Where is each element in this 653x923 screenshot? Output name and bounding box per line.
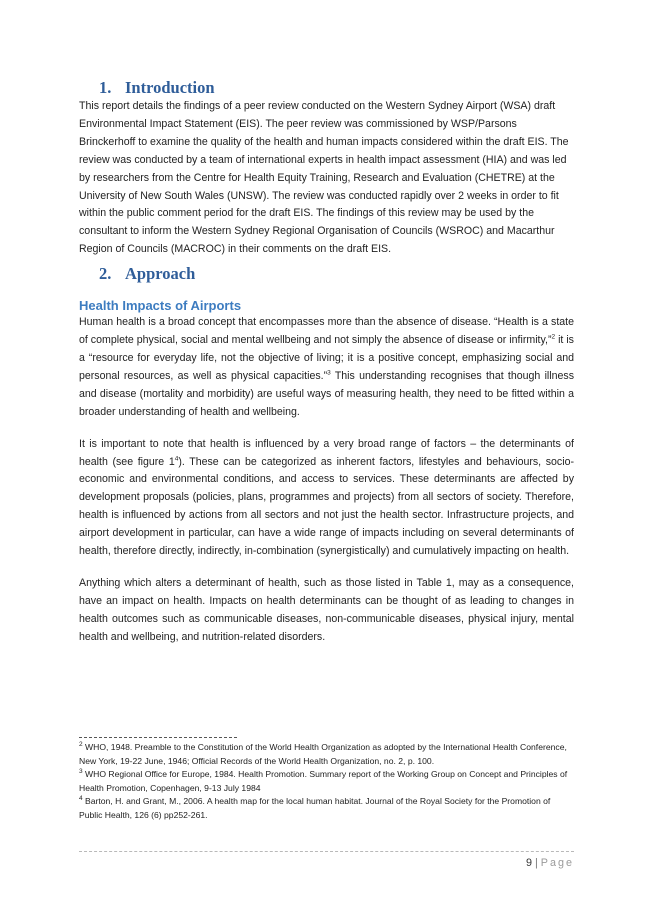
paragraph-text: Human health is a broad concept that encompasses more than the absence of disease. “Health is a state of complete physical, social and mental wellbeing and not simply the absence of disease or infirmity,” — [79, 316, 574, 347]
subheading-health-impacts: Health Impacts of Airports — [79, 298, 242, 314]
footnote — [79, 741, 574, 768]
footnote-text: WHO Regional Office for Europe, 1984. Health Promotion. Summary report of the Working Group on Concept and Principles of Health Promotion, Copenhagen, 9-13 July 1984 — [79, 769, 568, 793]
footnote-ref[interactable]: 2 — [551, 333, 556, 341]
health-definition-paragraph — [79, 314, 574, 421]
footnote-number: 2 — [79, 741, 83, 749]
paragraph-text: It is important to note that health is influenced by a very broad range of factors – the determinants of health (see figure 1 — [79, 437, 574, 468]
determinants-paragraph — [79, 436, 574, 561]
page-number-value: 9 — [525, 857, 532, 869]
footnotes — [79, 737, 574, 823]
section-number: 1. — [99, 78, 112, 97]
section-heading-introduction — [79, 78, 574, 98]
page-separator: | — [534, 857, 538, 869]
page-number — [79, 857, 574, 869]
page-label: Page — [540, 857, 574, 869]
footnote-number: 3 — [79, 768, 83, 776]
footnote — [79, 768, 574, 795]
section-title: Introduction — [125, 78, 215, 97]
page-body — [79, 78, 574, 647]
footnote — [79, 795, 574, 822]
health-outcomes-paragraph: Anything which alters a determinant of health, such as those listed in Table 1, may as a consequence, have an impact on health. Impacts on health determinants can be thought of as leading to changes in health outcomes such as communicable diseases, non-communicable diseases, physical injury, mental health and wellbeing, and nutrition-related disorders. — [79, 576, 574, 643]
footnote-divider — [79, 737, 237, 738]
footnote-text: Barton, H. and Grant, M., 2006. A health map for the local human habitat. Journal of the Royal Society for the Promotion of Public Health, 126 (6) pp252-261. — [79, 796, 551, 820]
page-footer — [79, 851, 574, 869]
footnote-ref[interactable]: 3 — [327, 369, 331, 377]
section-number: 2. — [99, 264, 112, 284]
paragraph-text: This understanding recognises that though illness and disease (mortality and morbidity) are useful ways of measuring health, they need to be fitted within a broader understanding of health and wellbeing. — [79, 369, 575, 418]
footnote-ref[interactable]: 4 — [174, 454, 179, 462]
footnote-text: WHO, 1948. Preamble to the Constitution of the World Health Organization as adopted by the International Health Conference, New York, 19-22 June, 1946; Official Records of the World Health Organization, no. 2, p. 100. — [79, 742, 567, 766]
paragraph-text: ). These can be categorized as inherent factors, lifestyles and behaviours, socio-economic and environmental conditions, and access to services. These determinants are affected by development proposals (policies, plans, programmes and projects) from all sectors of society. Therefore, health is influenced by actions from all sectors and not just the health sector. Infrastructure projects, and airport development in particular, can have a wide range of impacts including on several determinants of health, therefore directly, indirectly, in-combination (synergistically) and cumulatively impacting on health. — [79, 455, 574, 558]
footnote-number: 4 — [79, 795, 83, 803]
section-title: Approach — [125, 264, 196, 284]
section-heading-approach — [79, 259, 574, 289]
footer-divider — [79, 851, 574, 852]
paragraph-text: it is a “resource for everyday life, not the objective of living; it is a positive concept, emphasizing social and personal resources, as well as physical capacities.” — [79, 334, 574, 382]
intro-paragraph: This report details the findings of a peer review conducted on the Western Sydney Airport (WSA) draft Environmental Impact Statement (EIS). The peer review was commissioned by WSP/Parsons Brinckerhoff to examine the quality of the health and human impacts considered within the draft EIS. The review was conducted by a team of international experts in health impact assessment (HIA) and was led by researchers from the Centre for Health Equity Training, Research and Evaluation (CHETRE) at the University of New South Wales (UNSW). The review was conducted rapidly over 2 weeks in order to fit within the public comment period for the draft EIS. The findings of this review may be used by the consultant to inform the Western Sydney Regional Organisation of Councils (WSROC) and Macarthur Region of Councils (MACROC) in their comments on the draft EIS. — [79, 100, 569, 256]
